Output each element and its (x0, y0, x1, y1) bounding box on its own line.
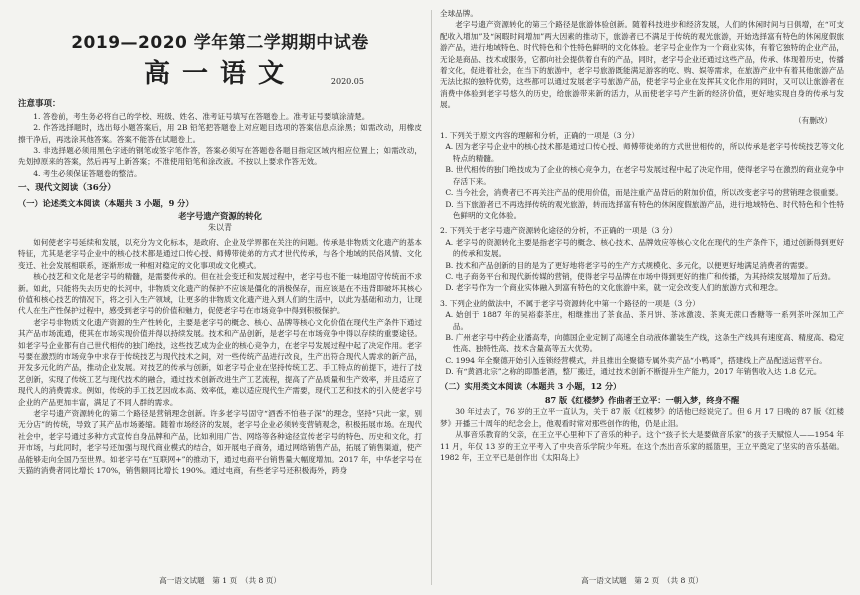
article-continuation: 全球品牌。 (440, 9, 478, 18)
question-option: C. 1994 年全聚德开始引入连锁经营模式，并且推出全聚德专属外卖产品“小鸭哥”，搭建线上产品配送运营平台。 (445, 355, 827, 365)
question-3: 3. 下列企业的做法中，不属于老字号资源转化中第一个路径的一项是（3 分） (440, 298, 700, 308)
notice-heading: 注意事项： (18, 99, 61, 110)
article-paragraph: 30 年过去了，76 岁的王立平一直认为，关于 87 版《红楼梦》的话他已经说完了。但 6 月 17 日晚的 87 版《红楼梦》开播三十周年的纪念会上，他观看时常对那些创作的他，仍是止泪。 (440, 407, 844, 428)
article-paragraph: 老字号遗产资源转化的第二个路径是营销理念创新。许多老字号固守“酒香不怕巷子深”的理念，坚持“只此一家，别无分店”的传统，导致了其产品市场萎缩。随着市场经济的发展，老字号企业必须转变营销观念，积极拓展市场。在现代社会中，老字号通过多种方式宣传自身品牌和产品，比如利用广告、网络等各种途径宣传老字号的特色、历史和文化，打开市场，与此同时，老字号还加强与现代商业模式的结合，如开展电子商务，通过网络销售产品，拓展了销售渠道，使产品能够走向全国乃至世界。如老字号在“互联网+”的推动下，通过电商平台销售量大幅度增加。2017 年，中华老字号在天猫的消费者同比增长 170%，销售额同比增长 190%。通过电商，有些老字号还积极海外，跨身 (18, 408, 422, 475)
exam-page-1 (18, 8, 422, 588)
notice-item: 2. 作答选择题时，选出每小题答案后，用 2B 铅笔把答题卷上对应题目选项的答案信息点涂黑；如需改动，用橡皮擦干净后，再选涂其他答案。答案不能答在试题卷上。 (18, 123, 422, 144)
question-option: A. 老字号的资源转化主要是指老字号的概念、核心技术、品牌效应等核心文化在现代的生产条件下，通过创新得到更好的传承和发展。 (445, 237, 844, 259)
subsection-heading: （二）实用类文本阅读（本题共 3 小题，12 分） (440, 380, 622, 391)
subject-row (18, 59, 422, 89)
article-title: 老字号遗产资源的转化 (178, 211, 262, 222)
page-footer: 高一语文试题 第 1 页 （共 8 页） (159, 575, 281, 585)
question-option: D. 当下旅游者已不再选择传统的观光旅游，转而选择富有特色的休闲度假旅游产品，进行地域特色、时代特色和个性特色鲜明的文化体验。 (445, 199, 844, 220)
subject-title: 高一语文 (143, 59, 296, 90)
page-divider (431, 10, 432, 585)
question-option: A. 始创于 1887 年的吴裕泰茶庄，相继推出了茶食品、茶月饼、茶冰激凌、茶爽无蔗口香糖等一系列茶叶深加工产品。 (445, 310, 844, 331)
article-paragraph: 老字号非物质文化遗产资源的生产性转化，主要是老字号的概念、核心、品牌等核心文化价值在现代生产条件下通过其产品市场流通，使其在市场实现价值并得以持续发展。技术和产品创新，是老字号在市场竞争中得以存续的重要途径。如老字号企业都有自己世代相传的独门绝技，这些技艺成为企业的核心竞争力，在老字号发展过程中起了决定作用。老字号要在激烈的市场竞争中求存于传统技艺与现代技术之间，对一些传统产品进行改良，生产出符合现代人需求的新产品，开发多元化的产品，推动企业发展。对技艺的传承与创新，如老字号企业在坚持传统工艺、手工特点的前提下，进行了技艺创新，实现了传统工艺与现代技术的融合，通过技术创新改进生产工艺流程，提高了产品质量和生产效率，并且适应了现代人的消费需求。例如，传统的手工技艺因成本高、效率低，难以适应现代生产需要，现代工艺和技术的引入使老字号企业的产品更加丰富，满足了不同人群的需求。 (18, 317, 422, 407)
article-paragraph: 老字号遗产资源转化的第三个路径是旅游体验创新。随着科技进步和经济发展，人们的休闲时间与日俱增，在“可支配收入增加”及“闲暇时间增加”两大因素的推动下，旅游者已不满足于传统的观光旅游，开始选择富有特色的休闲度假旅游产品，进行地域特色、时代特色和个性特色鲜明的文化体验。老字号企业作为一个商业实体，有着它独特的企业产品，无论是商品、技术或服务，它都向社会提供着自有的产品，同时，老字号企业还通过这些产品，传承、体现着历史，传播着文化，促进着社会，在当下的旅游中，老字号旅游既能满足游客的吃、购、娱等需求，在旅游产业中有着其他旅游产品无法比拟的独特优势，这些都可以通过发展老字号旅游产品，使老字号企业在发挥其文化作用的同时，又可以让旅游者在消费中体验到老字号悠久的历史，给旅游带来新的活力，从而使老字号产生新的经济价值，更好地实现自身的传承与发展。 (440, 20, 844, 110)
exam-date: 2020.05 (330, 77, 364, 86)
notice-item: 3. 非选择题必须用黑色字迹的钢笔或签字笔作答，答案必须写在答题卷各题目指定区域内相应位置上；如需改动，先划掉原来的答案，然后再写上新答案；不准使用铅笔和涂改液。不按以上要求作答无效。 (18, 146, 422, 167)
page-footer: 高一语文试题 第 2 页 （共 8 页） (581, 575, 703, 585)
article-paragraph: 核心技艺和文化是老字号的精髓，是需要传承的。但在社会变迁和发展过程中，老字号也不能一味地固守传统而不求新。如此，只能将失去历史的长河中，非物质文化遗产的保护不应该是僵化的消极保存，而应该是在不违背即破坏其核心价值和核心技艺的情况下，将之引入生产领域，让更多的非物质文化遗产进入到人们的生活中，以此为基础和动力，让现代人在生产性保护过程中，感受到老字号的价值和魅力，促使老字号在市场竞争中得到积极保护。 (18, 272, 422, 316)
source-note: （有删改） (794, 115, 832, 125)
exam-title: 2019—2020 学年第二学期期中试卷 (71, 33, 369, 53)
question-2: 2. 下列关于老字号遗产资源转化途径的分析，不正确的一项是（3 分） (440, 226, 678, 236)
question-1: 1. 下列关于原文内容的理解和分析，正确的一项是（3 分） (440, 131, 640, 141)
article-paragraph: 从事音乐教育的父亲，在王立平心里种下了音乐的种子。这个“孩子长大是要做音乐家”的孩子天赋惊人——1954 年 11 月，年仅 13 岁的王立平考入了中央音乐学院少年班。在这个杰出音乐家的摇篮里，王立平奠定了坚实的音乐基础。1982 年，王立平已是创作出《太阳岛上》 (440, 430, 844, 463)
question-option: D. 有“黄酒北宗”之称的即墨老酒，整厂搬迁，通过技术创新不断提升生产能力，2017 年销售收入达 1.8 亿元。 (445, 367, 822, 377)
question-option: C. 当今社会，消费者已不再关注产品的使用价值，而是注重产品背后的附加价值，所以改变老字号的营销理念很重要。 (445, 188, 843, 198)
article-title: 87 版《红楼梦》作曲者王立平：一朝入梦，终身不醒 (544, 395, 740, 405)
notice-item: 4. 考生必须保证答题卷的整洁。 (33, 168, 142, 178)
article-paragraph: 如何使老字号延续和发展，以充分为文化标本，是政府、企业及学界都在关注的问题。传承是非物质文化遗产的基本特征，尤其是老字号企业中的核心技术都是通过口传心授、师傅带徒弟的方式才世代传承，与各个地域的民俗风情、文化变迁、社会发展相联系，逐渐形成一种相对稳定的文化事项或文化模式。 (18, 237, 422, 270)
subsection-heading: （一）论述类文本阅读（本题共 3 小题，9 分） (18, 197, 194, 208)
question-option: B. 技术和产品创新的目的是为了更好地将老字号的生产方式规模化、多元化，以便更好地满足消费者的需要。 (445, 260, 813, 270)
notice-item: 1. 答卷前，考生务必将自己的学校、班级、姓名、准考证号填写在答题卷上。准考证号要填涂清楚。 (33, 111, 370, 121)
question-option: B. 世代相传的独门绝技成为了企业的核心竞争力，在老字号发展过程中起了决定作用，使得老字号在激烈的商业竞争中存活下来。 (445, 165, 844, 186)
question-option: D. 老字号作为一个商业实体融入到富有特色的文化旅游中来，就一定会改变人们的旅游方式和理念。 (445, 283, 783, 293)
article-author: 朱以青 (208, 223, 232, 233)
question-option: B. 广州老字号中药企业潘高寿，向德国企业定制了高速全自动液体灌装生产线，这条生产线具有速度高、精度高、稳定性高、独特性高、技术含量高等五大优势。 (445, 332, 844, 354)
question-option: A. 因为老字号企业中的核心技术都是通过口传心授、师傅带徒弟的方式世世相传的，所以传承是老字号传统技艺等文化特点的精髓。 (445, 142, 844, 163)
section-heading: 一、现代文阅读（36分） (18, 183, 116, 194)
question-option: C. 电子商务平台和现代新传媒的营销，使得老字号品牌在市场中得到更好的推广和传播，为其持续发展增加了后劲。 (445, 271, 836, 281)
exam-page-2 (440, 8, 844, 588)
